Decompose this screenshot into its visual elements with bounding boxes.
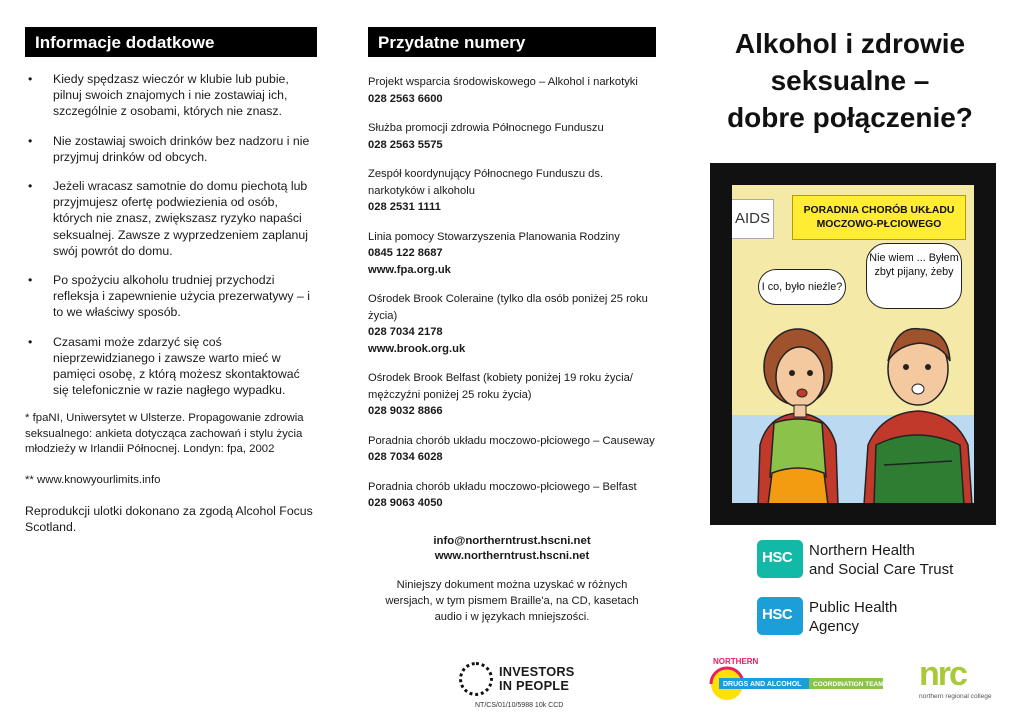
footnote-link: ** www.knowyourlimits.info <box>25 473 161 486</box>
cover-column <box>700 27 1000 136</box>
contact-entry: Zespół koordynujący Północnego Funduszu ds. narkotyków i alkoholu 028 2531 1111 <box>368 166 656 216</box>
northern-drugs-alcohol-team-logo <box>705 654 885 702</box>
phone-number: 028 9063 4050 <box>368 497 443 509</box>
northern-regional-college-logo <box>917 655 997 701</box>
website-link[interactable]: www.brook.org.uk <box>368 342 466 355</box>
numbers-column <box>368 27 656 625</box>
document-code: NT/CS/01/10/5988 10k CCD <box>475 702 564 709</box>
contact-entry: Linia pomocy Stowarzyszenia Planowania Rodziny 0845 122 8687 www.fpa.org.uk <box>368 229 656 279</box>
svg-text:northern regional college: northern regional college <box>919 693 992 700</box>
reproduction-note: Reprodukcji ulotki dokonano za zgodą Alcohol Focus Scotland. <box>25 504 313 535</box>
hsc-badge-icon: HSC <box>757 597 803 635</box>
phone-number: 028 2531 1111 <box>368 201 441 213</box>
investors-in-people-logo: INVESTORS IN PEOPLE <box>459 662 579 702</box>
phone-number: 028 2563 5575 <box>368 138 443 151</box>
iip-wreath-icon <box>459 662 493 696</box>
info-header: Informacje dodatkowe <box>25 27 317 57</box>
phone-number: 028 7034 2178 <box>368 326 443 338</box>
northern-trust-logo: HSC Northern Health and Social Care Trust <box>757 540 803 578</box>
svg-text:NORTHERN: NORTHERN <box>713 657 759 666</box>
tips-list <box>25 71 317 398</box>
hsc-badge-icon: HSC <box>757 540 803 578</box>
footnote-source: * fpaNI, Uniwersytet w Ulsterze. Propagowanie zdrowia seksualnego: ankieta dotycząca zachowań i stylu życia młodzieży w Irlandii Północnej. Londyn: fpa, 2002 <box>25 412 304 456</box>
contacts-list <box>368 74 656 512</box>
email-link[interactable]: info@northerntrust.hscni.net <box>433 534 591 547</box>
list-item: • Nie zostawiaj swoich drinków bez nadzoru i nie przyjmuj drinków od obcych. <box>28 133 310 164</box>
man-figure <box>856 305 974 503</box>
phone-number: 028 2563 6600 <box>368 92 443 105</box>
contact-entry: Ośrodek Brook Belfast (kobiety poniżej 19 roku życia/ mężczyźni poniżej 25 roku życia) 028 9032 8866 <box>368 370 656 420</box>
phone-number: 0845 122 8687 <box>368 247 443 259</box>
contact-entry: Projekt wsparcia środowiskowego – Alkohol i narkotyki 028 2563 6600 <box>368 74 656 107</box>
svg-text:nrc: nrc <box>919 655 966 693</box>
contact-entry: Ośrodek Brook Coleraine (tylko dla osób poniżej 25 roku życia) 028 7034 2178 www.brook.org.uk <box>368 291 656 357</box>
page-title: Alkohol i zdrowie seksualne – dobre połączenie? <box>727 28 973 133</box>
contact-entry: Poradnia chorób układu moczowo-płciowego – Causeway 028 7034 6028 <box>368 433 656 466</box>
cartoon-illustration <box>710 163 996 525</box>
aids-poster: AIDS <box>732 199 774 239</box>
clinic-sign: PORADNIA CHORÓB UKŁADU MOCZOWO-PŁCIOWEGO <box>792 195 966 240</box>
contact-entry: Poradnia chorób układu moczowo-płciowego – Belfast 028 9063 4050 <box>368 479 656 512</box>
man-speech-bubble: Nie wiem ... Byłem zbyt pijany, żeby <box>866 243 962 309</box>
list-item: • Kiedy spędzasz wieczór w klubie lub pubie, pilnuj swoich znajomych i nie zostawiaj ich, szczególnie z osobami, których nie znasz. <box>28 72 289 119</box>
availability-note: Niniejszy dokument można uzyskać w różnych wersjach, w tym pismem Braille'a, na CD, kasetach audio i w językach mniejszości. <box>385 578 639 623</box>
woman-speech-bubble: I co, było nieźle? <box>758 269 846 305</box>
contact-entry: Służba promocji zdrowia Północnego Funduszu 028 2563 5575 <box>368 120 656 153</box>
numbers-header: Przydatne numery <box>368 27 656 57</box>
woman-figure <box>738 305 858 503</box>
website-link[interactable]: www.fpa.org.uk <box>368 263 451 276</box>
info-column <box>25 27 317 535</box>
svg-text:COORDINATION TEAM: COORDINATION TEAM <box>813 681 884 688</box>
public-health-agency-logo: HSC Public Health Agency <box>757 597 803 635</box>
svg-text:DRUGS AND ALCOHOL: DRUGS AND ALCOHOL <box>723 681 802 688</box>
trust-contact <box>368 534 656 564</box>
phone-number: 028 7034 6028 <box>368 451 443 463</box>
list-item: • Po spożyciu alkoholu trudniej przychodzi refleksja i zapewnienie użycia prezerwatywy – i to we właściwy sposób. <box>28 273 310 320</box>
list-item: • Czasami może zdarzyć się coś nieprzewidzianego i zawsze warto mieć w pamięci osobę, z którą możesz skontaktować się telefonicznie w razie nagłego wypadku. <box>28 334 300 398</box>
website-link[interactable]: www.northerntrust.hscni.net <box>434 549 590 562</box>
phone-number: 028 9032 8866 <box>368 405 443 417</box>
list-item: • Jeżeli wracasz samotnie do domu piechotą lub przyjmujesz ofertę podwiezienia od osób, których nie znasz, zwiększasz ryzyko napaści seksualnej. Zawsze z wyprzedzeniem zaplanuj swój powrót do domu. <box>28 179 308 258</box>
